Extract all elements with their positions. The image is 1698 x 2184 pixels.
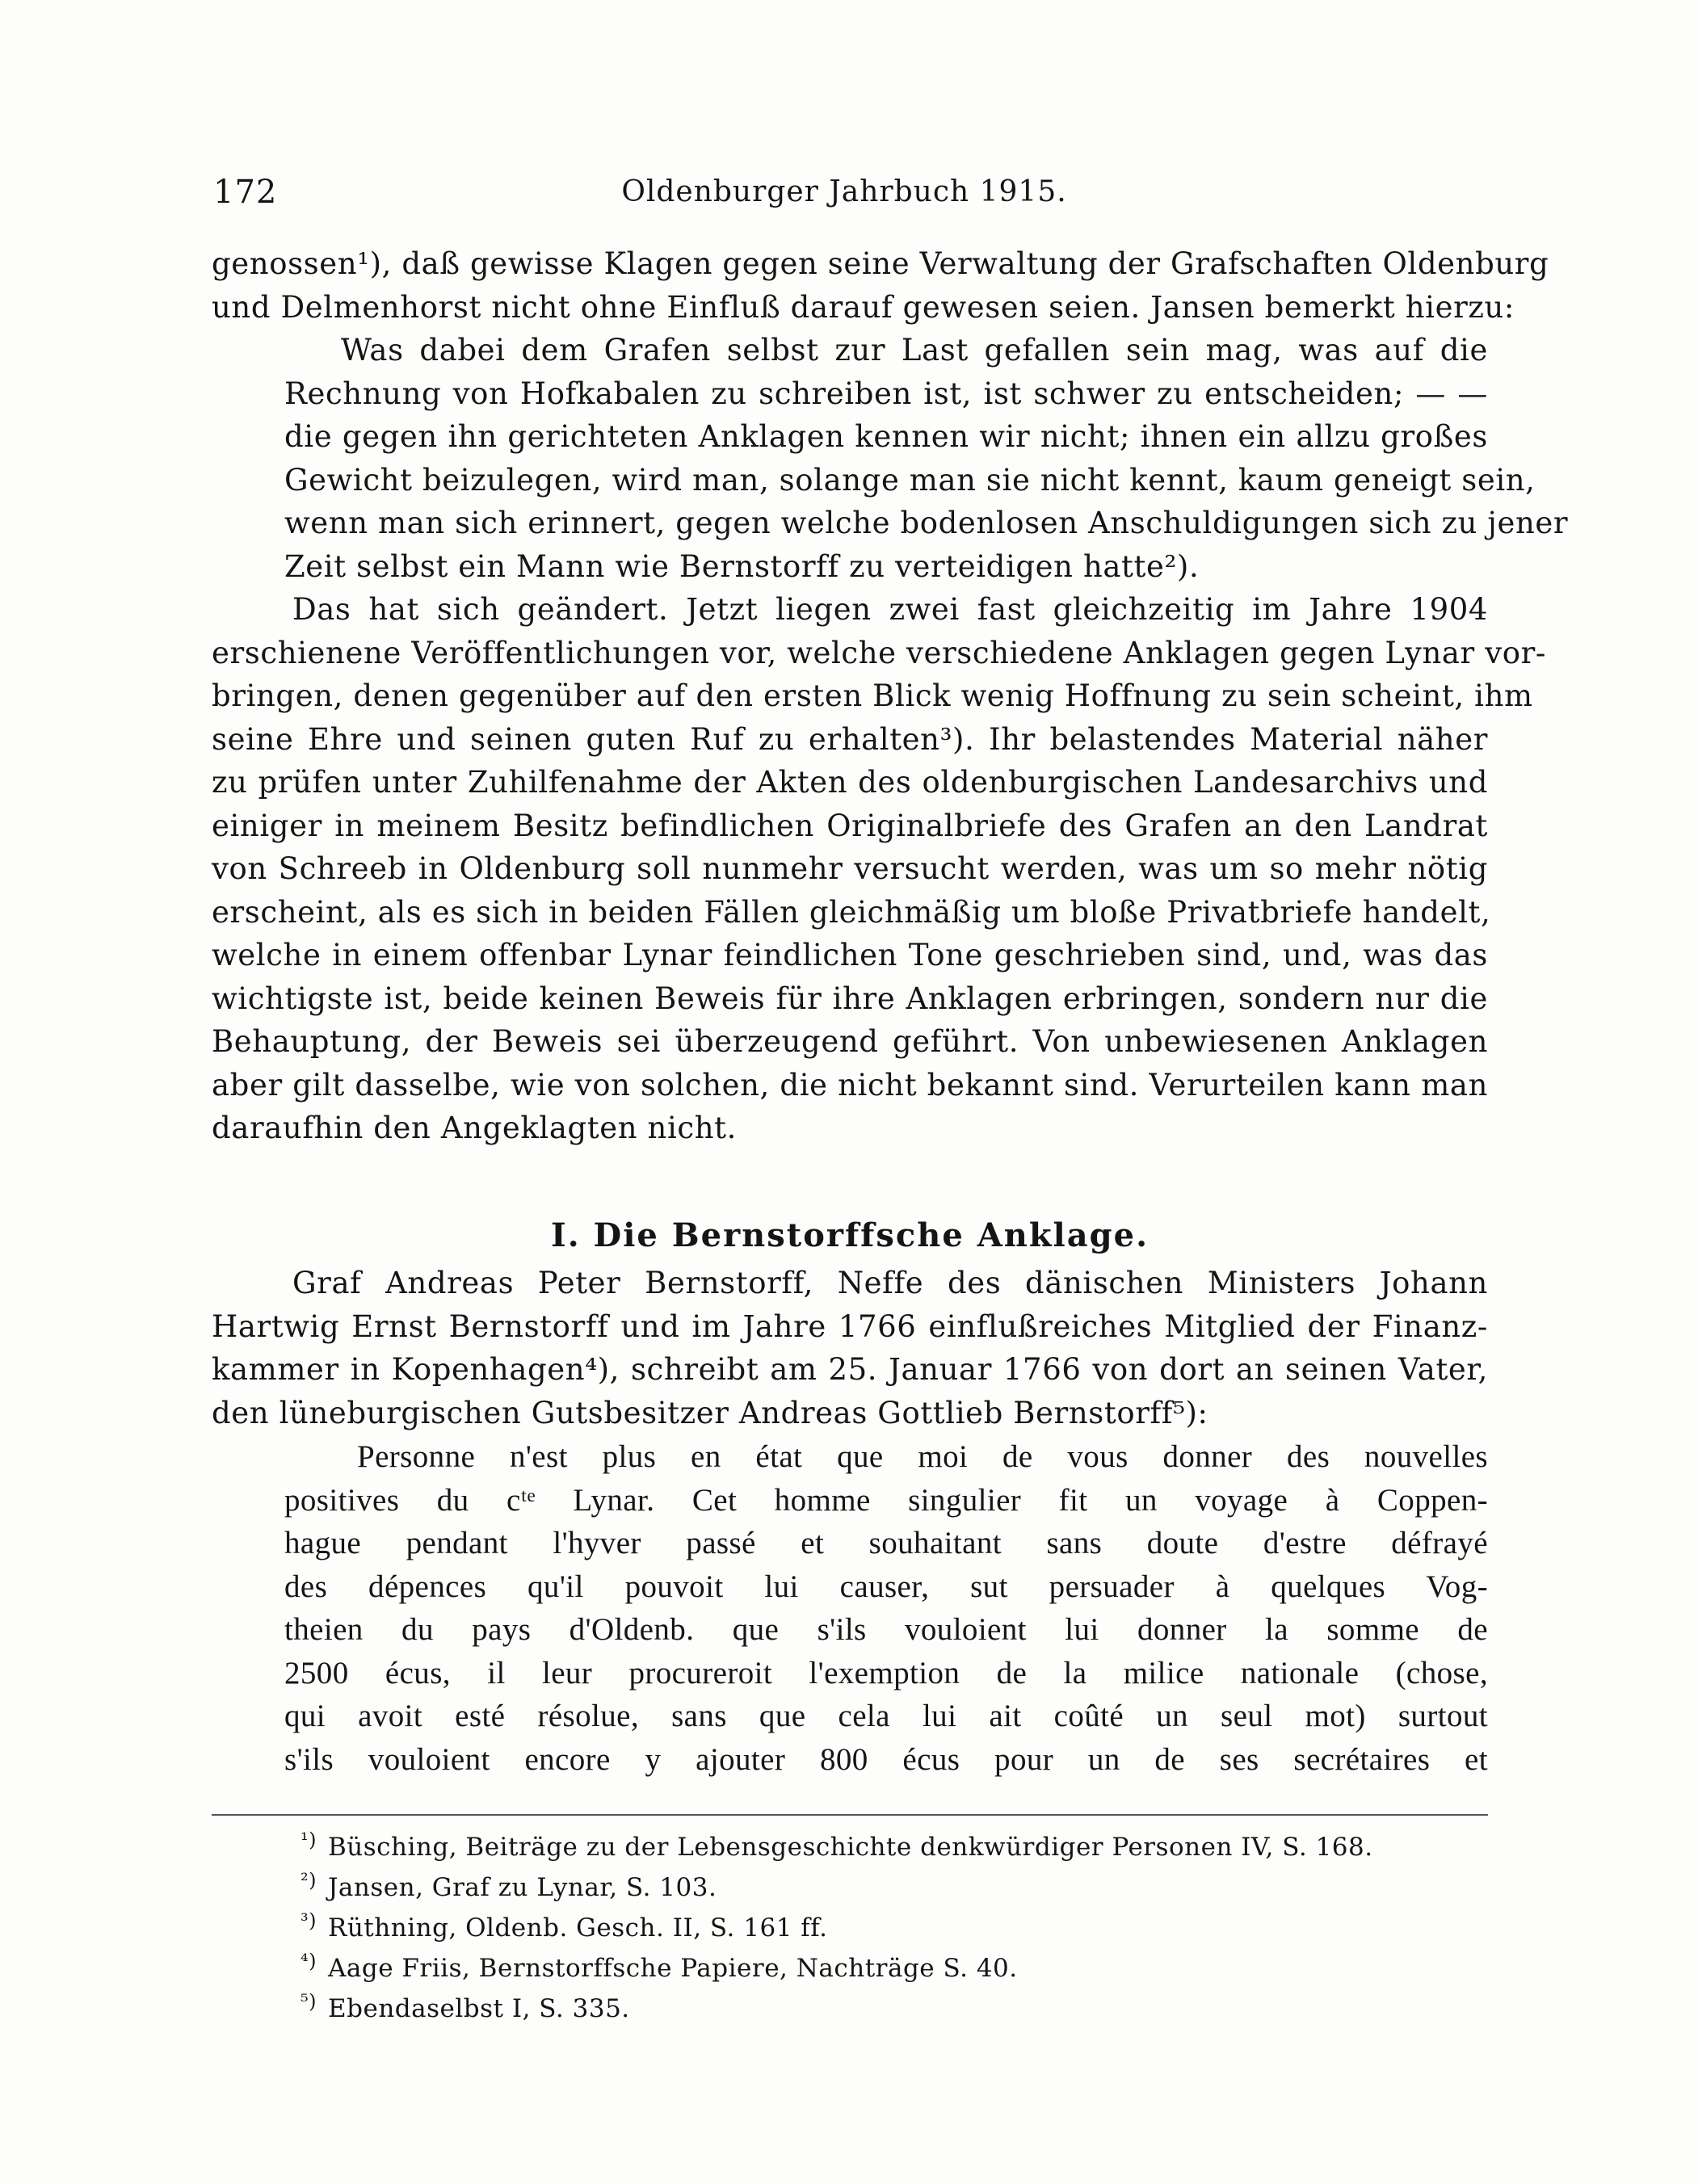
footnote-text: Aage Friis, Bernstorffsche Papiere, Nachträge S. 40.: [328, 1954, 1018, 1983]
text-line: qui avoit esté résolue, sans que cela lui ait coûté un seul mot) surtout: [284, 1699, 1488, 1733]
text-line: wenn man sich erinnert, gegen welche bodenlosen Anschuldigungen sich zu jener: [284, 506, 1569, 540]
text-line: s'ils vouloient encore y ajouter 800 écus pour un de ses secrétaires et: [284, 1741, 1488, 1777]
text-line: hague pendant l'hyver passé et souhaitant sans doute d'estre défrayé: [284, 1526, 1488, 1560]
text-line: und Delmenhorst nicht ohne Einfluß darauf gewesen seien. Jansen bemerkt hierzu:: [212, 289, 1515, 325]
text-line: Gewicht beizulegen, wird man, solange man sie nicht kennt, kaum geneigt sein,: [284, 462, 1536, 498]
french-letter-quote: [284, 1435, 1488, 1781]
section-heading: I. Die Bernstorffsche Anklage.: [550, 1216, 1150, 1254]
text-line: Was dabei dem Grafen selbst zur Last gefallen sein mag, was auf die: [341, 333, 1488, 368]
text-line: Rechnung von Hofkabalen zu schreiben ist, ist schwer zu entscheiden; — —: [284, 376, 1488, 411]
footnote-divider: [212, 1814, 1488, 1816]
text-line: einiger in meinem Besitz befindlichen Originalbriefe des Grafen an den Landrat: [212, 808, 1488, 843]
footnote-item: ⁵) Ebendaselbst I, S. 335.: [301, 1989, 630, 2023]
paragraph-2: [212, 588, 1546, 1150]
footnotes: [301, 1827, 1431, 2029]
text-line: die gegen ihn gerichteten Anklagen kennen wir nicht; ihnen ein allzu großes: [284, 419, 1488, 454]
text-line: Das hat sich geändert. Jetzt liegen zwei fast gleichzeitig im Jahre 1904: [292, 592, 1488, 627]
footnote-item: ²) Jansen, Graf zu Lynar, S. 103.: [301, 1868, 717, 1902]
footnote-item: ¹) Büsching, Beiträge zu der Lebensgeschichte denkwürdiger Personen IV, S. 168.: [301, 1828, 1373, 1862]
text-line: erscheint, als es sich in beiden Fällen gleichmäßig um bloße Privatbriefe handelt,: [212, 894, 1491, 930]
running-title: Oldenburger Jahrbuch 1915.: [621, 175, 1067, 208]
text-line: zu prüfen unter Zuhilfenahme der Akten des oldenburgischen Landesarchivs und: [212, 765, 1488, 800]
paragraph-1: [212, 242, 1549, 329]
text-line: welche in einem offenbar Lynar feindlichen Tone geschrieben sind, und, was das: [212, 938, 1488, 972]
text-line: Behauptung, der Beweis sei überzeugend geführt. Von unbewiesenen Anklagen: [212, 1024, 1488, 1059]
text-line: Personne n'est plus en état que moi de vous donner des nouvelles: [357, 1439, 1488, 1474]
text-line: aber gilt dasselbe, wie von solchen, die nicht bekannt sind. Verurteilen kann man: [212, 1067, 1488, 1102]
text-line: positives du cᵗᵉ Lynar. Cet homme singulier fit un voyage à Coppen-: [284, 1482, 1488, 1518]
text-line: Hartwig Ernst Bernstorff und im Jahre 1766 einflußreiches Mitglied der Finanz-: [212, 1308, 1488, 1344]
text-line: erschienene Veröffentlichungen vor, welche verschiedene Anklagen gegen Lynar vor-: [212, 635, 1546, 670]
text-line: den lüneburgischen Gutsbesitzer Andreas Gottlieb Bernstorff⁵):: [212, 1395, 1208, 1430]
text-line: Graf Andreas Peter Bernstorff, Neffe des dänischen Ministers Johann: [292, 1266, 1488, 1300]
text-line: genossen¹), daß gewisse Klagen gegen seine Verwaltung der Grafschaften Oldenburg: [212, 246, 1549, 281]
text-line: kammer in Kopenhagen⁴), schreibt am 25. Januar 1766 von dort an seinen Vater,: [212, 1352, 1488, 1387]
text-line: Zeit selbst ein Mann wie Bernstorff zu verteidigen hatte²).: [284, 548, 1200, 584]
block-quote-jansen: [284, 329, 1569, 588]
text-line: daraufhin den Angeklagten nicht.: [212, 1111, 737, 1145]
text-line: von Schreeb in Oldenburg soll nunmehr versucht werden, was um so mehr nötig: [212, 851, 1488, 886]
text-line: theien du pays d'Oldenb. que s'ils vouloient lui donner la somme de: [284, 1612, 1488, 1647]
footnote-item: ³) Rüthning, Oldenb. Gesch. II, S. 161 ff.: [301, 1909, 828, 1942]
footnote-item: ⁴) Aage Friis, Bernstorffsche Papiere, Nachträge S. 40.: [301, 1949, 1018, 1983]
footnote-text: Rüthning, Oldenb. Gesch. II, S. 161 ff.: [328, 1913, 828, 1942]
paragraph-3: [212, 1262, 1488, 1434]
text-line: 2500 écus, il leur procureroit l'exemption de la milice nationale (chose,: [284, 1655, 1488, 1690]
page-header: [202, 170, 1486, 218]
text-line: wichtigste ist, beide keinen Beweis für ihre Anklagen erbringen, sondern nur die: [212, 981, 1488, 1016]
footnote-text: Jansen, Graf zu Lynar, S. 103.: [328, 1873, 717, 1902]
text-line: seine Ehre und seinen guten Ruf zu erhalten³). Ihr belastendes Material näher: [212, 721, 1488, 757]
text-line: bringen, denen gegenüber auf den ersten Blick wenig Hoffnung zu sein scheint, ihm: [212, 678, 1533, 713]
footnote-text: Büsching, Beiträge zu der Lebensgeschichte denkwürdiger Personen IV, S. 168.: [328, 1833, 1373, 1862]
page-number: 172: [213, 174, 278, 211]
text-line: des dépences qu'il pouvoit lui causer, sut persuader à quelques Vog-: [284, 1569, 1488, 1604]
footnote-text: Ebendaselbst I, S. 335.: [328, 1994, 630, 2023]
section-heading-wrapper: [212, 1212, 1488, 1260]
